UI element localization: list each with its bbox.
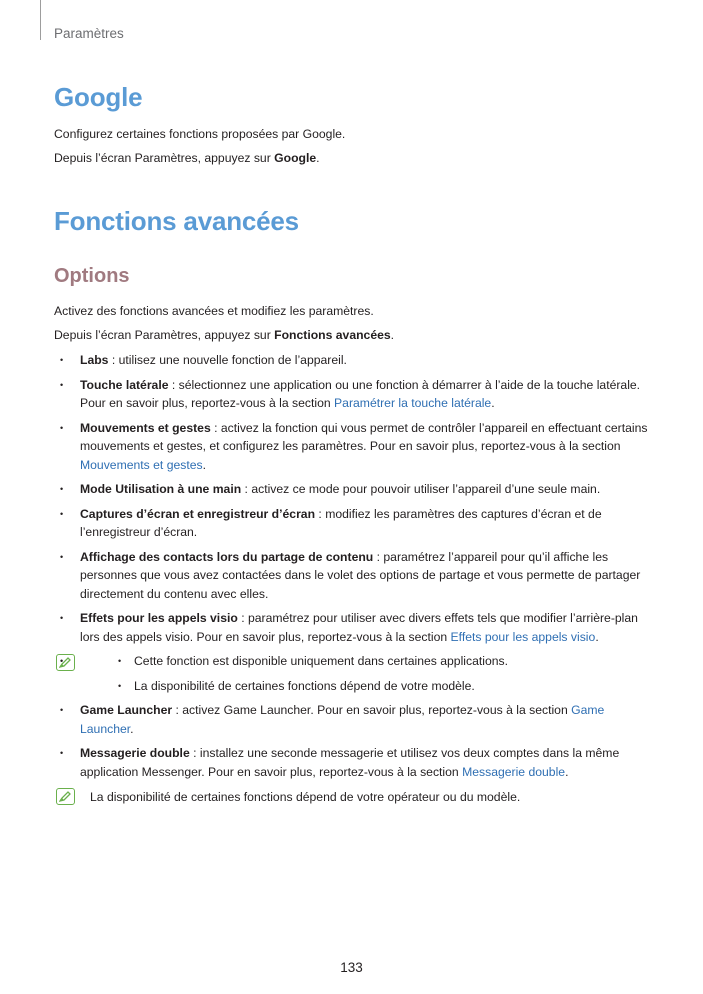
options-list [54, 351, 654, 787]
running-header: Paramètres [54, 26, 124, 41]
options-path-target: Fonctions avancées [274, 328, 391, 342]
link-video-call-effects[interactable]: Effets pour les appels visio [450, 629, 596, 644]
options-title: Options [54, 265, 130, 287]
google-description: Configurez certaines fonctions proposées par Google. [54, 127, 346, 141]
link-dual-messenger[interactable]: Messagerie double [462, 764, 566, 779]
list-item-side-key: • Touche latérale : sélectionnez une application ou une fonction à démarrer à l’aide de la touche latérale. Pour en savoir plus, reportez-vous à la section Paramétrer la touche latérale. [54, 376, 654, 413]
note-icon [56, 788, 75, 805]
link-game-launcher[interactable]: Game Launcher [80, 703, 605, 736]
sub-note-item: • La disponibilité de certaines fonctions dépend de votre modèle. [134, 677, 654, 696]
options-description: Activez des fonctions avancées et modifiez les paramètres. [54, 304, 374, 318]
list-item-share-contacts: • Affichage des contacts lors du partage de contenu : paramétrez l’appareil pour qu’il affiche les personnes que vous avez contactées dans le volet des options de partage et vous permette de partager directement du contenu avec elles. [54, 548, 654, 604]
link-motions[interactable]: Mouvements et gestes [80, 457, 203, 472]
google-path: Depuis l’écran Paramètres, appuyez sur Google. [54, 151, 320, 165]
final-note-text: La disponibilité de certaines fonctions dépend de votre opérateur ou du modèle. [90, 790, 521, 804]
list-item-screenshots: • Captures d’écran et enregistreur d’écran : modifiez les paramètres des captures d’écran et de l’enregistreur d’écran. [54, 505, 654, 542]
page-number: 133 [340, 960, 363, 975]
sub-note-block [54, 652, 654, 695]
margin-rule [40, 0, 41, 40]
list-item-game-launcher: • Game Launcher : activez Game Launcher. Pour en savoir plus, reportez-vous à la section Game Launcher. [54, 701, 654, 738]
link-side-key[interactable]: Paramétrer la touche latérale [334, 396, 492, 410]
note-icon [56, 654, 75, 671]
list-item-video-call-effects: • Effets pour les appels visio : paramétrez pour utiliser avec divers effets tels que modifier l’arrière-plan lors des appels visio. Pour en savoir plus, reportez-vous à la section Effets pour les appels visio. [54, 609, 654, 646]
final-note [54, 788, 674, 806]
list-item-dual-messenger: • Messagerie double : installez une seconde messagerie et utilisez vos deux comptes dans la même application Messenger. Pour en savoir plus, reportez-vous à la section Messagerie double. [54, 744, 654, 781]
list-item-labs: • Labs : utilisez une nouvelle fonction de l’appareil. [54, 351, 654, 370]
list-item-motions: • Mouvements et gestes : activez la fonction qui vous permet de contrôler l’appareil en effectuant certains mouvements et gestes, et configurez les paramètres. Pour en savoir plus, reportez-vous à la section Mouvements et gestes. [54, 419, 654, 475]
google-path-target: Google [274, 151, 317, 165]
options-path: Depuis l’écran Paramètres, appuyez sur Fonctions avancées. [54, 328, 395, 342]
advanced-title: Fonctions avancées [54, 206, 299, 236]
list-item-one-hand: • Mode Utilisation à une main : activez ce mode pour pouvoir utiliser l’appareil d’une seule main. [54, 480, 654, 499]
google-title: Google [54, 82, 143, 112]
sub-note-item: • • Cette fonction est disponible uniquement dans certaines applications. [134, 652, 654, 671]
